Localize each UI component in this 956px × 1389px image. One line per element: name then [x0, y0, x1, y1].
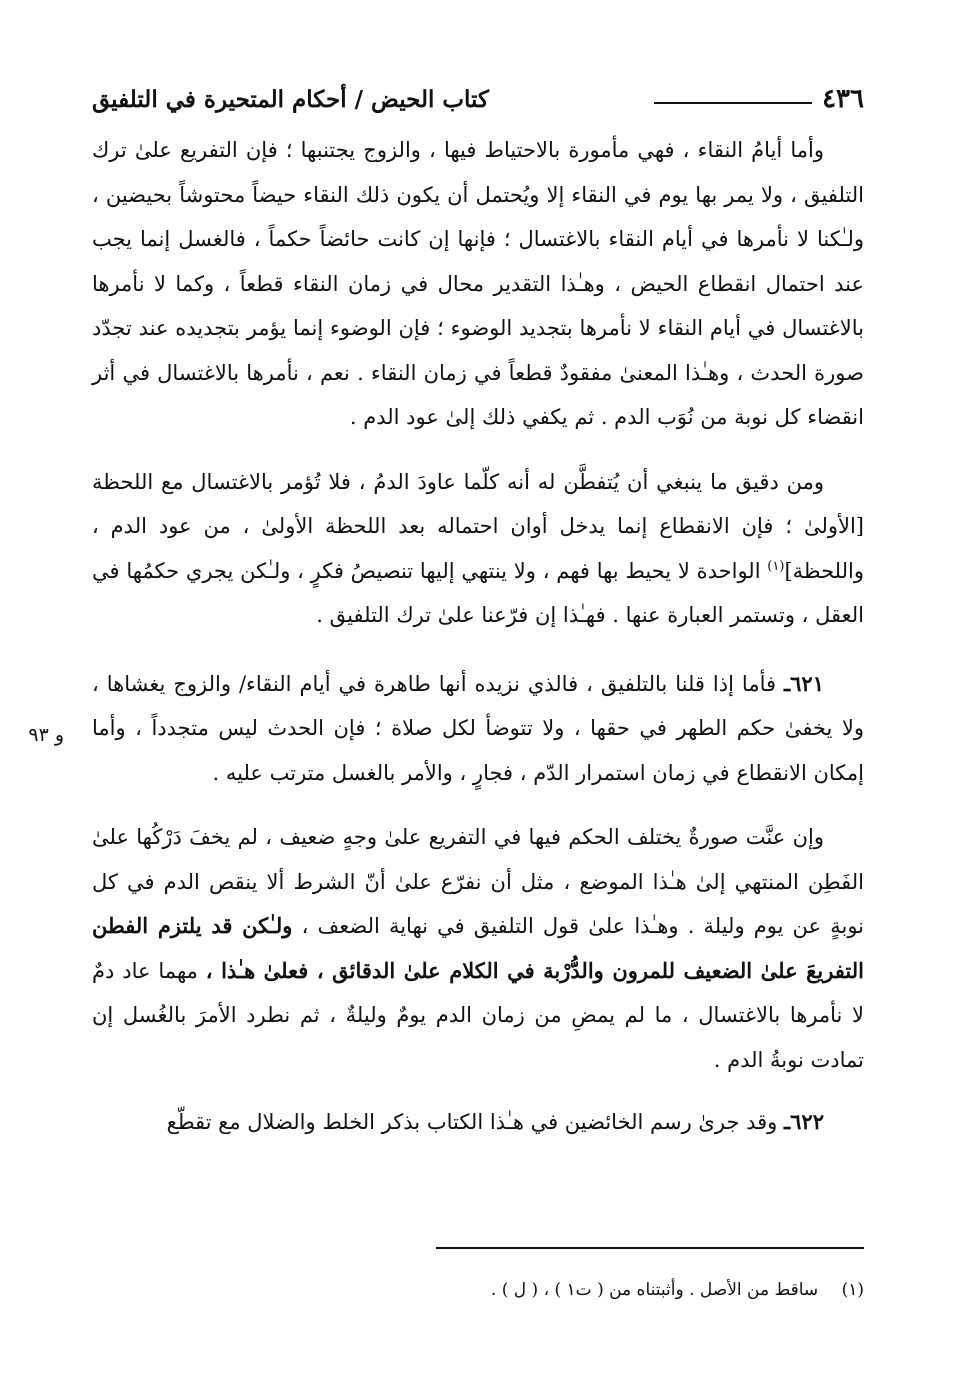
paragraph-621: [92, 662, 864, 796]
paragraph-2-text-b: الواحدة لا يحيط بها فهم ، ولا ينتهي إليها تنصيصُ فكرٍ ، ولـٰكن يجري حكمُها في العقل ، وتستمر العبارة عنها . فهـٰذا إن فرّعنا علىٰ ترك التلفيق .: [92, 558, 864, 627]
paragraph-4-text-a: وإن عنَّت صورةٌ يختلف الحكم فيها في التفريع علىٰ وجهٍ ضعيف ، لم يخفَ دَرْكُها علىٰ الفَطِن المنتهي إلىٰ هـٰذا الموضع ، مثل أن نفرّع علىٰ أنّ الشرط ألا ينقص الدم في كل نوبةٍ عن يوم وليلة . وهـٰذا علىٰ قول التلفيق في نهاية الضعف ،: [92, 825, 865, 938]
paragraph-1: وأما أيامُ النقاء ، فهي مأمورة بالاحتياط فيها ، والزوج يجتنبها ؛ فإن التفريع علىٰ ترك التلفيق ، ولا يمر بها يوم في النقاء إلا ويُحتمل أن يكون ذلك النقاء حيضاً محتوشاً بحيضين ، ولـٰكنا لا نأمرها في أيام النقاء بالاغتسال ؛ فإنها إن كانت حائضاً حكماً ، فالغسل إنما يجب عند احتمال انقطاع الحيض ، وهـٰذا التقدير محال في زمان النقاء قطعاً ، وكما لا نأمرها بالاغتسال في أيام النقاء لا نأمرها بتجديد الوضوء ؛ فإن الوضوء إنما يؤمر بتجديده عند تجدّد صورة الحدث ، وهـٰذا المعنىٰ مفقودٌ قطعاً في زمان النقاء . نعم ، نأمرها بالاغتسال في أثر انقضاء كل نوبة من نُوَب الدم . ثم يكفي ذلك إلىٰ عود الدم .: [92, 138, 864, 429]
paragraph-4-text-b: مهما عاد دمٌ لا نأمرها بالاغتسال ، ما لم يمضِ من زمان الدم يومٌ وليلةٌ ، ثم نطرد الأمرَ بالغُسل إن تمادت نوبةُ الدم .: [92, 958, 864, 1072]
running-header: [92, 82, 864, 122]
paragraph-621-text: فأما إذا قلنا بالتلفيق ، فالذي نزيده أنها طاهرة في أيام النقاء/ والزوج يغشاها ، ولا يخفىٰ حكم الطهر في حقها ، ولا تتوضأ لكل صلاة ؛ فإن الحدث ليس متجدداً ، وأما إمكان الانقطاع في زمان استمرار الدّم ، فجارٍ ، والأمر بالغسل مترتب عليه .: [92, 671, 864, 785]
paragraph-2-text-a: ومن دقيق ما ينبغي أن يُتفطَّن له أنه كلّما عاودَ الدمُ ، فلا تُؤمر بالاغتسال مع اللحظة [الأولىٰ ؛ فإن الانقطاع إنما يدخل أوان احتماله بعد اللحظة الأولىٰ ، من عود الدم ، واللحظة]: [92, 469, 864, 583]
manuscript-folio-marker: و ٩٣: [28, 724, 64, 746]
item-number-621: ٦٢١ـ: [784, 670, 824, 696]
paragraph-4: [92, 815, 864, 1082]
footnote: [92, 1280, 864, 1300]
footnote-marker: (١): [841, 1280, 864, 1300]
item-number-622: ٦٢٢ـ: [784, 1109, 824, 1134]
paragraph-622: [92, 1100, 864, 1145]
footnote-text: ساقط من الأصل . وأثبتناه من ( ت١ ) ، ( ل ) .: [490, 1280, 819, 1300]
paragraph-2: [92, 460, 864, 638]
footnote-separator: [436, 1247, 864, 1249]
running-title: كتاب الحيض / أحكام المتحيرة في التلفيق: [92, 86, 489, 113]
page-number: ٤٣٦: [822, 84, 864, 114]
paragraph-622-text: وقد جرىٰ رسم الخائضين في هـٰذا الكتاب بذكر الخلط والضلال مع تقطّع: [166, 1110, 784, 1134]
paragraph-4-bold-text: ولـٰكن قد يلتزم الفطن التفريعَ علىٰ الضعيف للمرون والدُّرْبة في الكلام علىٰ الدقائق ، فعلىٰ هـٰذا ،: [92, 913, 864, 983]
footnote-reference: (١): [767, 558, 785, 574]
main-text: [92, 128, 864, 1145]
header-rule: [654, 102, 812, 104]
